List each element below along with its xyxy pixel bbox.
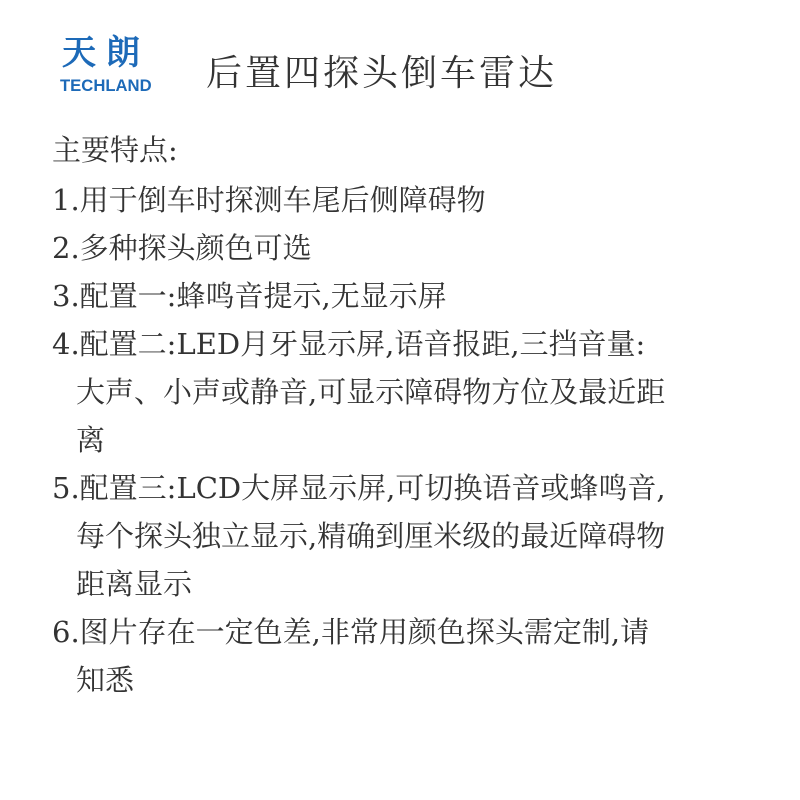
feature-item-line: 知悉 (76, 663, 135, 697)
feature-item-1 (52, 176, 762, 224)
feature-list (52, 128, 762, 704)
feature-item-line: 每个探头独立显示,精确到厘米级的最近障碍物 (76, 519, 666, 553)
logo-english-text: TECHLAND (60, 76, 152, 95)
feature-item-line: 6.图片存在一定色差,非常用颜色探头需定制,请 (52, 615, 650, 649)
page-title: 后置四探头倒车雷达 (206, 53, 558, 94)
feature-item-line: 2.多种探头颜色可选 (52, 231, 312, 265)
header (0, 0, 800, 120)
feature-item-5 (52, 464, 762, 608)
feature-item-3 (52, 272, 762, 320)
logo-chinese-text: 天朗 (62, 33, 150, 73)
feature-item-2 (52, 224, 762, 272)
feature-item-line: 3.配置一:蜂鸣音提示,无显示屏 (52, 279, 447, 313)
feature-item-line: 4.配置二:LED月牙显示屏,语音报距,三挡音量: (52, 327, 646, 361)
feature-item-line: 1.用于倒车时探测车尾后侧障碍物 (52, 183, 486, 217)
feature-item-4 (52, 320, 762, 464)
feature-item-line: 离 (76, 423, 106, 457)
feature-item-line: 5.配置三:LCD大屏显示屏,可切换语音或蜂鸣音, (52, 471, 666, 505)
feature-item-6 (52, 608, 762, 704)
techland-logo (60, 34, 170, 98)
feature-item-line: 距离显示 (76, 567, 193, 601)
feature-item-line: 大声、小声或静音,可显示障碍物方位及最近距 (76, 375, 666, 409)
feature-heading: 主要特点: (52, 133, 178, 167)
